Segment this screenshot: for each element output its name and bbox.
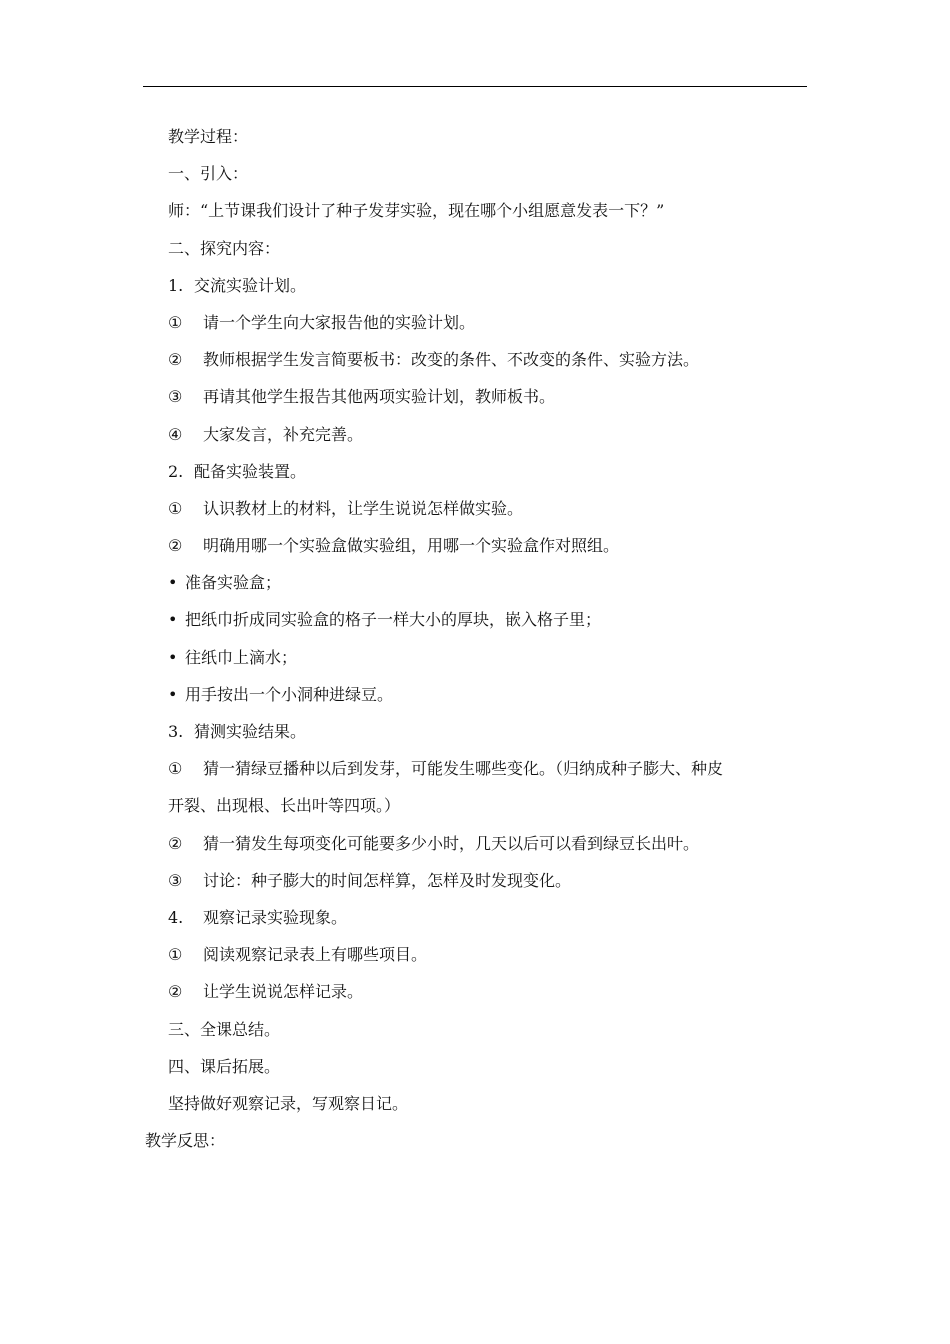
heading-inquiry-content: 二、探究内容：: [168, 238, 281, 258]
circled-item: ① 猜一猜绿豆播种以后到发芽，可能发生哪些变化。（归纳成种子膨大、种皮: [145, 750, 805, 787]
circled-number: ①: [168, 945, 183, 965]
circled-number: ②: [168, 833, 183, 853]
heading-summary: 三、全课总结。: [168, 1019, 281, 1039]
numbered-item-2: 2. 配备实验装置。: [145, 453, 805, 490]
circled-item: ④ 大家发言，补充完善。: [145, 416, 805, 453]
bullet-item: • 往纸巾上滴水；: [145, 639, 805, 676]
bullet-icon: •: [168, 573, 178, 593]
circled-item: ② 教师根据学生发言简要板书：改变的条件、不改变的条件、实验方法。: [145, 341, 805, 378]
circled-number: ①: [168, 498, 183, 518]
numbered-item-4: 4. 观察记录实验现象。: [145, 899, 805, 936]
heading-introduction: 一、引入：: [168, 164, 249, 184]
item-number: 4.: [168, 907, 184, 927]
item-number: 2.: [168, 461, 184, 481]
circled-number: ②: [168, 350, 183, 370]
extension-text: 坚持做好观察记录，写观察日记。: [168, 1093, 409, 1113]
circled-number: ②: [168, 982, 183, 1002]
numbered-item-1: 1. 交流实验计划。: [145, 267, 805, 304]
circled-item: ② 猜一猜发生每项变化可能要多少小时，几天以后可以看到绿豆长出叶。: [145, 825, 805, 862]
bullet-icon: •: [168, 647, 178, 667]
circled-item: ① 认识教材上的材料，让学生说说怎样做实验。: [145, 490, 805, 527]
circled-number: ②: [168, 536, 183, 556]
circled-number: ①: [168, 312, 183, 332]
header-rule: [143, 86, 807, 87]
bullet-icon: •: [168, 610, 178, 630]
circled-number: ④: [168, 424, 183, 444]
circled-item: ② 让学生说说怎样记录。: [145, 973, 805, 1010]
continuation-line: 开裂、出现根、长出叶等四项。）: [168, 796, 401, 816]
heading-extension: 四、课后拓展。: [168, 1056, 281, 1076]
circled-item: ③ 再请其他学生报告其他两项实验计划，教师板书。: [145, 378, 805, 415]
bullet-item: • 准备实验盒；: [145, 564, 805, 601]
circled-item: ② 明确用哪一个实验盒做实验组，用哪一个实验盒作对照组。: [145, 527, 805, 564]
numbered-item-3: 3. 猜测实验结果。: [145, 713, 805, 750]
item-number: 1.: [168, 275, 184, 295]
circled-number: ①: [168, 759, 183, 779]
teacher-quote: 师：“上节课我们设计了种子发芽实验，现在哪个小组愿意发表一下？”: [168, 201, 665, 221]
document-body: [145, 118, 805, 1159]
bullet-icon: •: [168, 684, 178, 704]
heading-reflection: 教学反思：: [145, 1131, 226, 1151]
circled-number: ③: [168, 870, 183, 890]
heading-teaching-process: 教学过程：: [168, 127, 249, 146]
bullet-item: • 把纸巾折成同实验盒的格子一样大小的厚块，嵌入格子里；: [145, 601, 805, 638]
item-number: 3.: [168, 722, 184, 741]
circled-item: ③ 讨论：种子膨大的时间怎样算，怎样及时发现变化。: [145, 862, 805, 899]
circled-item: ① 请一个学生向大家报告他的实验计划。: [145, 304, 805, 341]
bullet-item: • 用手按出一个小洞种进绿豆。: [145, 676, 805, 713]
circled-item: ① 阅读观察记录表上有哪些项目。: [145, 936, 805, 973]
circled-number: ③: [168, 387, 183, 407]
